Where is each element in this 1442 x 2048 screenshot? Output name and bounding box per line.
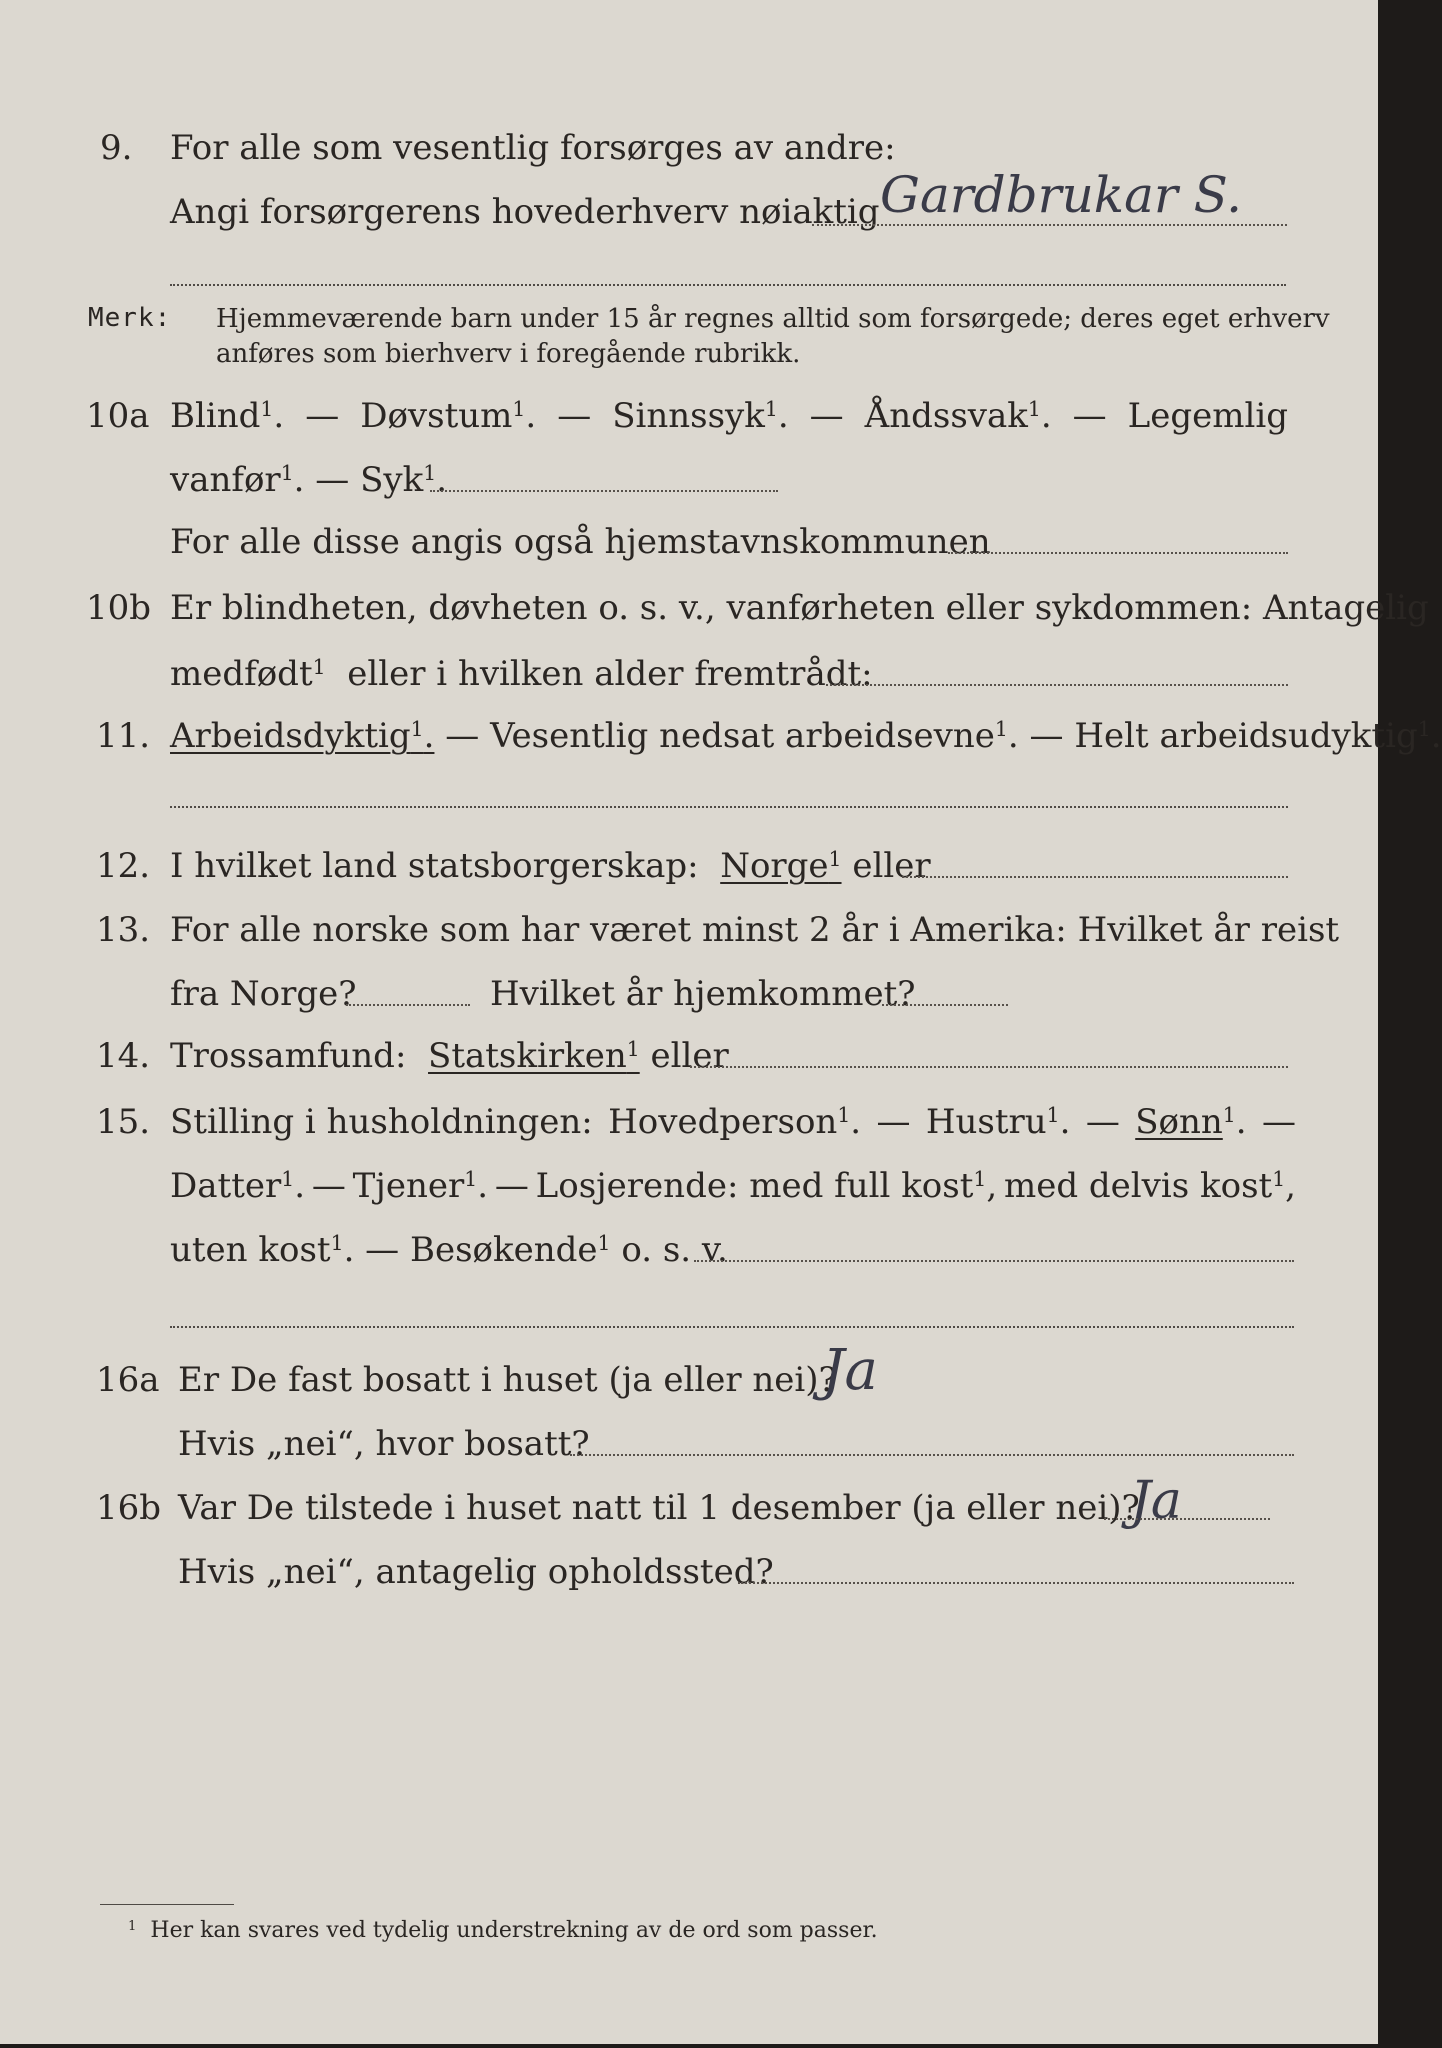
merk-line2: anføres som bierhverv i foregående rubrikk. [216, 339, 801, 369]
q12-number: 12. [96, 846, 151, 886]
q10a-andssvak: Åndssvak$^1$. [864, 396, 1052, 436]
q12-norge: Norge$^1$ [720, 846, 842, 886]
q16b-line1: Var De tilstede i huset natt til 1 desember (ja eller nei)? [178, 1488, 1140, 1528]
q9-line2: Angi forsørgerens hovederhverv nøiaktig [170, 192, 880, 232]
q11-separator [170, 806, 1288, 808]
q15-line3: uten kost$^1$. — Besøkende$^1$ o. s. v. [170, 1230, 728, 1270]
q16a-answer-line [570, 1454, 1294, 1456]
footnote-text: Her kan svares ved tydelig understrekning av de ord som passer. [150, 1918, 878, 1943]
q15-answer-line [694, 1260, 1294, 1262]
q10a-syk: Syk$^1$. [360, 460, 448, 500]
q16a-handwritten-answer: Ja [822, 1338, 878, 1403]
q12-answer-line [902, 876, 1288, 878]
q9-number: 9. [100, 128, 133, 168]
q16b-line2: Hvis „nei“, antagelig opholdssted? [178, 1552, 774, 1592]
q11-arbeidsdyktig: Arbeidsdyktig$^1$. [170, 716, 435, 756]
merk-label: Merk: [88, 303, 172, 333]
q10a-line3: For alle disse angis også hjemstavnskommunen [170, 522, 991, 562]
merk-line1: Hjemmeværende barn under 15 år regnes alltid som forsørgede; deres eget erhverv [216, 304, 1330, 334]
q16b-handwritten-answer: Ja [1130, 1471, 1182, 1531]
q10a-dovstum: Døvstum$^1$. [360, 396, 537, 436]
q9-line1: For alle som vesentlig forsørges av andre: [170, 128, 896, 168]
q10b-line1: Er blindheten, døvheten o. s. v., vanførheten eller sykdommen: Antagelig [170, 588, 1429, 628]
footnote [128, 1916, 878, 1946]
q13-reist-line [346, 1004, 470, 1006]
q10a-number: 10a [86, 396, 150, 436]
q10a-legemlig: Legemlig [1127, 396, 1288, 436]
q10a-vanfor: vanfør$^1$. [170, 460, 305, 500]
q9-separator [170, 284, 1286, 286]
q15-number: 15. [96, 1102, 151, 1142]
q10b-number: 10b [86, 588, 152, 628]
q13-hjemkommet: Hvilket år hjemkommet? [490, 974, 916, 1014]
q13-line1: For alle norske som har været minst 2 år i Amerika: Hvilket år reist [170, 910, 1340, 950]
q13-number: 13. [96, 910, 151, 950]
q14-number: 14. [96, 1036, 151, 1076]
q16b-answer-line [1104, 1518, 1270, 1520]
q16a-number: 16a [96, 1360, 160, 1400]
q14-answer-line [690, 1066, 1288, 1068]
q10b-line2: medfødt$^1$ eller i hvilken alder fremtrådt: [170, 654, 873, 694]
q11-line: Arbeidsdyktig$^1$. — Vesentlig nedsat arbeidsevne$^1$. — Helt arbeidsudyktig$^1$. [170, 716, 1442, 756]
q15-sonn: Sønn [1135, 1102, 1223, 1142]
q14-line: Trossamfund: Statskirken$^1$ eller [170, 1036, 729, 1076]
q9-answer-line [812, 224, 1287, 226]
q11-number: 11. [96, 716, 151, 756]
q10b-alder-line [826, 684, 1288, 686]
q14-statskirken: Statskirken$^1$ [428, 1036, 640, 1076]
q16b-opholdssted-line [738, 1582, 1294, 1584]
q10a-blind: Blind$^1$. [170, 396, 285, 436]
q15-line1: Stilling i husholdningen: Hovedperson$^1$. — Hustru$^1$. — Sønn$^1$. — [170, 1102, 1296, 1142]
q16b-number: 16b [96, 1488, 162, 1528]
q15-line2: Datter$^1$. — Tjener$^1$. — Losjerende: med full kost$^1$, med delvis kost$^1$, [170, 1166, 1296, 1206]
q10a-syk-line [430, 490, 778, 492]
q10a-sinnssyk: Sinnssyk$^1$. [612, 396, 789, 436]
q10a-line2: vanfør$^1$. — Syk$^1$. [170, 460, 448, 500]
q13-fra-norge: fra Norge? [170, 974, 357, 1014]
q12-line: I hvilket land statsborgerskap: Norge$^1$ eller [170, 846, 931, 886]
q13-hjemkommet-line [882, 1004, 1008, 1006]
footnote-rule [100, 1904, 234, 1905]
q16a-line2: Hvis „nei“, hvor bosatt? [178, 1424, 590, 1464]
q9-handwritten-answer: Gardbrukar S. [880, 166, 1243, 224]
q16a-line1: Er De fast bosatt i huset (ja eller nei)? [178, 1360, 837, 1400]
q10a-line1: Blind$^1$. — Døvstum$^1$. — Sinnssyk$^1$. — Åndssvak$^1$. — Legemlig [170, 396, 1288, 436]
q10a-hjemstavn-line [948, 552, 1288, 554]
q15-separator [170, 1326, 1294, 1328]
footnote-mark: 1 [128, 1918, 137, 1934]
